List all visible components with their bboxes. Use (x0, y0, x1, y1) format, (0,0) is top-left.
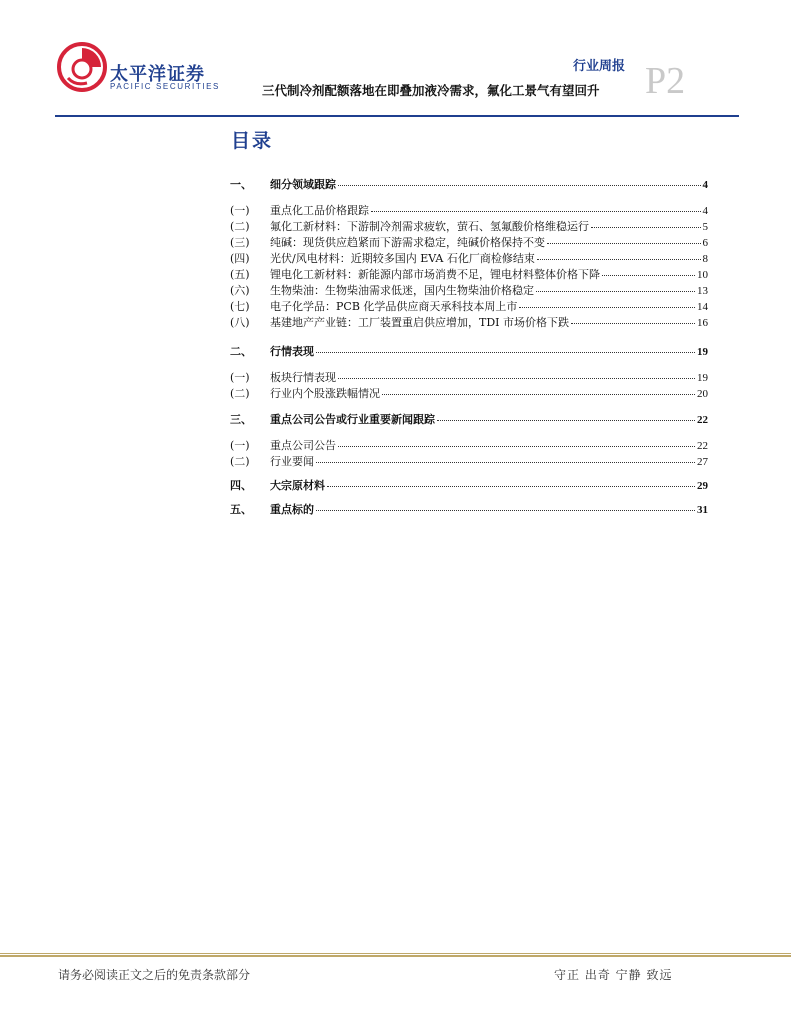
toc-entry-number: (一) (230, 371, 250, 384)
toc-entry[interactable] (230, 453, 708, 469)
toc-entry-number: (一) (230, 439, 250, 452)
toc-entry-number: (一) (230, 204, 250, 217)
toc-entry-number: (五) (230, 268, 250, 281)
toc-entry-text: 行业要闻 (270, 455, 314, 468)
brand-name-en: PACIFIC SECURITIES (110, 82, 220, 91)
toc-dot-leader (338, 176, 701, 186)
toc-entry[interactable] (230, 250, 708, 266)
toc-entry[interactable] (230, 369, 708, 385)
brand-name-cn: 太平洋证券 (110, 64, 205, 85)
toc-entry[interactable] (230, 437, 708, 453)
toc-entry-number: (三) (230, 236, 250, 249)
toc-entry-page: 4 (702, 179, 708, 191)
header-divider (55, 115, 739, 117)
disclaimer-text: 请务必阅读正文之后的免责条款部分 (58, 968, 251, 982)
toc-entry-number: (二) (230, 455, 250, 468)
toc-entry-text: 重点公司公告或行业重要新闻跟踪 (270, 413, 435, 426)
toc-entry-page: 20 (697, 388, 708, 400)
toc-dot-leader (591, 218, 701, 228)
toc-title: 目录 (231, 130, 274, 152)
page-number: P2 (645, 60, 686, 102)
toc-dot-leader (316, 501, 695, 511)
motto-text: 守正 出奇 宁静 致远 (554, 968, 673, 982)
toc-dot-leader (602, 266, 695, 276)
report-type: 行业周报 (573, 59, 626, 74)
toc-entry-text: 细分领域跟踪 (270, 178, 336, 191)
toc-entry[interactable] (230, 266, 708, 282)
toc-entry[interactable] (230, 298, 708, 314)
toc-dot-leader (547, 234, 701, 244)
toc-dot-leader (371, 202, 701, 212)
toc-entry[interactable] (230, 234, 708, 250)
toc-entry-text: 电子化学品：PCB 化学品供应商天承科技本周上市 (270, 300, 518, 313)
toc-entry[interactable] (230, 343, 708, 359)
toc-entry-number: (七) (230, 300, 250, 313)
toc-entry-page: 22 (697, 440, 708, 452)
toc-entry[interactable] (230, 202, 708, 218)
toc-entry-page: 31 (697, 504, 708, 516)
toc-entry-number: 二、 (230, 345, 252, 358)
toc-entry-text: 氟化工新材料：下游制冷剂需求疲软，萤石、氢氟酸价格维稳运行 (270, 220, 589, 233)
toc-entry[interactable] (230, 176, 708, 192)
toc-entry[interactable] (230, 411, 708, 427)
footer-divider-thin (0, 953, 791, 954)
toc-dot-leader (519, 298, 695, 308)
toc-entry-text: 锂电化工新材料：新能源内部市场消费不足，锂电材料整体价格下降 (270, 268, 600, 281)
toc-entry-text: 重点化工品价格跟踪 (270, 204, 369, 217)
toc-entry-page: 27 (697, 456, 708, 468)
toc-dot-leader (338, 369, 695, 379)
toc-entry-page: 6 (702, 237, 708, 249)
toc-entry[interactable] (230, 385, 708, 401)
toc-entry-text: 光伏/风电材料：近期较多国内 EVA 石化厂商检修结束 (270, 252, 535, 265)
toc-entry[interactable] (230, 314, 708, 330)
toc-entry-text: 生物柴油：生物柴油需求低迷，国内生物柴油价格稳定 (270, 284, 534, 297)
toc-entry-number: 三、 (230, 413, 252, 426)
toc-dot-leader (316, 343, 695, 353)
toc-entry-page: 5 (702, 221, 708, 233)
toc-entry-number: (四) (230, 252, 250, 265)
toc-dot-leader (536, 282, 695, 292)
toc-entry-number: 一、 (230, 178, 252, 191)
toc-entry-text: 行情表现 (270, 345, 314, 358)
toc-entry[interactable] (230, 501, 708, 517)
toc-entry-text: 重点公司公告 (270, 439, 336, 452)
report-title: 三代制冷剂配额落地在即叠加液冷需求，氟化工景气有望回升 (262, 83, 600, 98)
toc-entry-page: 8 (702, 253, 708, 265)
toc-entry-text: 基建地产产业链：工厂装置重启供应增加，TDI 市场价格下跌 (270, 316, 569, 329)
toc-dot-leader (316, 453, 695, 463)
toc-entry-page: 19 (697, 372, 708, 384)
toc-entry-number: 五、 (230, 503, 252, 516)
toc-entry-text: 纯碱：现货供应趋紧而下游需求稳定，纯碱价格保持不变 (270, 236, 545, 249)
footer-divider (0, 955, 791, 957)
toc-entry-number: (六) (230, 284, 250, 297)
toc-entry-page: 19 (697, 346, 708, 358)
toc-entry-page: 22 (697, 414, 708, 426)
toc-entry-page: 16 (697, 317, 708, 329)
toc-entry-number: 四、 (230, 479, 252, 492)
toc-dot-leader (437, 411, 695, 421)
toc-entry-number: (二) (230, 387, 250, 400)
toc-entry-number: (二) (230, 220, 250, 233)
toc-entry-page: 14 (697, 301, 708, 313)
toc-entry[interactable] (230, 282, 708, 298)
toc-entry-page: 29 (697, 480, 708, 492)
toc-dot-leader (338, 437, 695, 447)
toc-entry-page: 4 (702, 205, 708, 217)
toc-entry-page: 10 (697, 269, 708, 281)
toc-entry-text: 行业内个股涨跌幅情况 (270, 387, 380, 400)
toc-entry[interactable] (230, 218, 708, 234)
toc-dot-leader (537, 250, 701, 260)
toc-entry-text: 大宗原材料 (270, 479, 325, 492)
toc-entry-number: (八) (230, 316, 250, 329)
pacific-securities-logo-icon (57, 42, 107, 92)
toc-entry-text: 重点标的 (270, 503, 314, 516)
toc-entry-page: 13 (697, 285, 708, 297)
toc-entry[interactable] (230, 477, 708, 493)
toc-entry-text: 板块行情表现 (270, 371, 336, 384)
toc-dot-leader (327, 477, 695, 487)
toc-dot-leader (571, 314, 695, 324)
toc-dot-leader (382, 385, 695, 395)
